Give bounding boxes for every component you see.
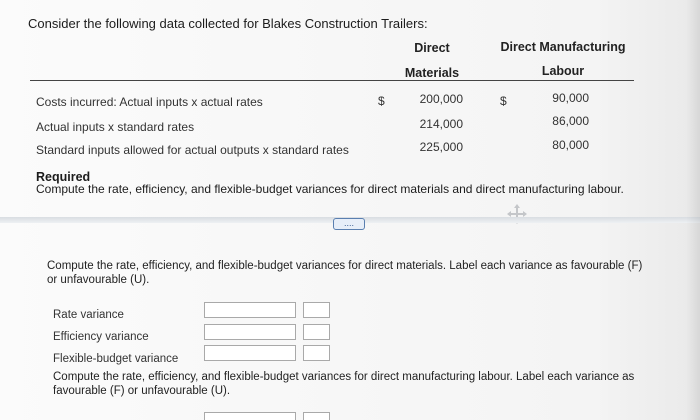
- problem-intro: Consider the following data collected for Blakes Construction Trailers:: [28, 16, 428, 31]
- row-dml-value: 90,000: [552, 91, 589, 105]
- flexible-budget-variance-fu-select[interactable]: [303, 345, 330, 361]
- row-dm-dollar: $: [378, 94, 385, 108]
- part1-instruction: Compute the rate, efficiency, and flexible-budget variances for direct materials. Label each variance as favourable (F) or unfavourable (U).: [47, 260, 643, 286]
- rate-variance-label: Rate variance: [53, 309, 124, 321]
- efficiency-variance-amount-input[interactable]: [204, 324, 296, 340]
- header-direct-materials-line2: Materials: [404, 66, 460, 80]
- row-dml-dollar: $: [500, 94, 507, 108]
- row-dml-value: 86,000: [552, 114, 589, 128]
- efficiency-variance-label: Efficiency variance: [53, 331, 149, 343]
- header-rule: [30, 80, 634, 81]
- flexible-budget-variance-label: Flexible-budget variance: [53, 353, 179, 365]
- header-direct-labour-line2: Labour: [541, 64, 585, 78]
- expand-collapse-toggle[interactable]: ....: [333, 218, 365, 230]
- photo-edge-shadow: [686, 0, 700, 420]
- row-dm-value: 200,000: [419, 92, 463, 106]
- flexible-budget-variance-amount-input[interactable]: [204, 345, 296, 361]
- rate-variance-amount-input[interactable]: [204, 302, 296, 318]
- row-label-standard-allowed: Standard inputs allowed for actual outputs x standard rates: [36, 143, 349, 157]
- row-dml-value: 80,000: [552, 138, 589, 152]
- required-text: Compute the rate, efficiency, and flexible-budget variances for direct materials and direct manufacturing labour.: [36, 182, 624, 196]
- row-dm-value: 214,000: [419, 117, 463, 131]
- efficiency-variance-fu-select[interactable]: [303, 324, 330, 340]
- part2-instruction: Compute the rate, efficiency, and flexible-budget variances for direct manufacturing labour. Label each variance as favourable (F) or unfavourable (U).: [53, 371, 635, 397]
- rate-variance-fu-select[interactable]: [303, 302, 330, 318]
- labour-rate-variance-amount-input[interactable]: [204, 412, 296, 420]
- required-heading: Required: [36, 170, 91, 184]
- row-label-actual-cost: Costs incurred: Actual inputs x actual rates: [36, 95, 263, 109]
- row-dm-value: 225,000: [419, 140, 463, 154]
- header-direct-materials-line1: Direct: [414, 41, 450, 55]
- header-direct-labour-line1: Direct Manufacturing: [500, 40, 626, 54]
- labour-rate-variance-fu-select[interactable]: [303, 412, 330, 420]
- row-label-actual-standard: Actual inputs x standard rates: [36, 120, 195, 134]
